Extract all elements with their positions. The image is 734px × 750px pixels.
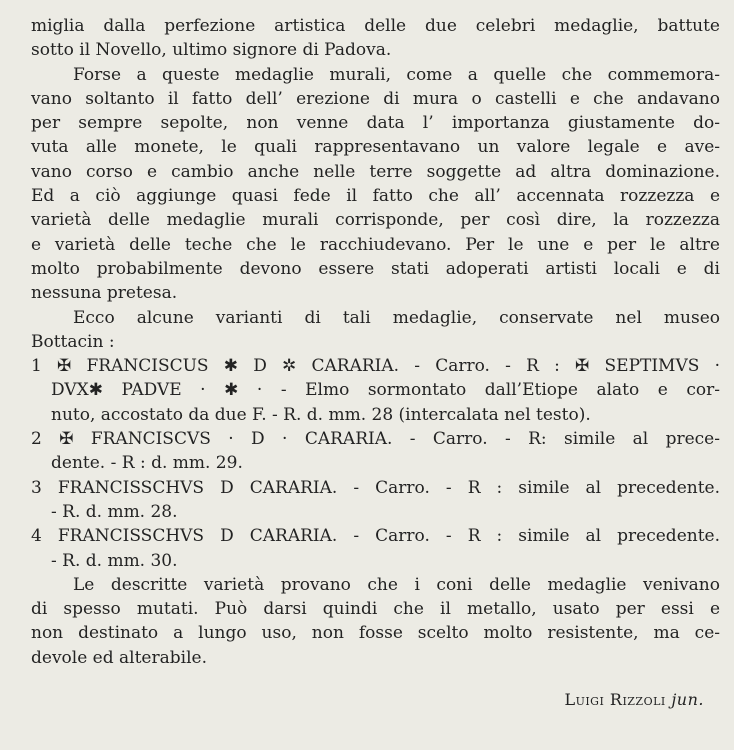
text-line: vano corso e cambio anche nelle terre soggette ad altra dominazione. <box>31 161 720 182</box>
text-line: e varietà delle teche che le racchiudevano. Per le une e per le altre <box>31 234 720 255</box>
author-suffix: jun. <box>671 690 704 709</box>
text-line: nessuna pretesa. <box>31 283 178 304</box>
author-name: Luigi Rizzoli <box>564 690 666 709</box>
closing-paragraph <box>31 573 720 670</box>
author-signature <box>564 690 704 709</box>
entry-line: - R. d. mm. 28. <box>51 501 178 522</box>
text-line: molto probabilmente devono essere stati adoperati artisti locali e di <box>31 258 720 279</box>
text-line: di spesso mutati. Può darsi quindi che il metallo, usato per essi e <box>31 599 720 620</box>
text-line: Forse a queste medaglie murali, come a quelle che commemora- <box>73 64 720 85</box>
entry-line: 3 FRANCISSCHVS D CARARIA. - Carro. - R : simile al precedente. <box>31 477 720 498</box>
text-line: vano soltanto il fatto dell’ erezione di mura o castelli e che andavano <box>31 88 720 109</box>
text-line: miglia dalla perfezione artistica delle due celebri medaglie, battute <box>31 16 720 36</box>
entry-line: 2 ✠ FRANCISCVS · D · CARARIA. - Carro. - R: simile al prece- <box>31 429 720 450</box>
paragraph-2 <box>31 63 720 306</box>
paragraph-3 <box>31 306 720 355</box>
text-line: devole ed alterabile. <box>31 647 207 668</box>
entry-line: DVX✱ PADVE · ✱ · - Elmo sormontato dall’Etiope alato e cor- <box>51 380 720 401</box>
text-line: Le descritte varietà provano che i coni delle medaglie venivano <box>73 574 720 595</box>
entry-line: - R. d. mm. 30. <box>51 550 178 571</box>
text-line: sotto il Novello, ultimo signore di Padova. <box>31 40 392 61</box>
entry-line: 1 ✠ FRANCISCUS ✱ D ✲ CARARIA. - Carro. - R : ✠ SEPTIMVS · <box>31 356 720 377</box>
text-line: non destinato a lungo uso, non fosse scelto molto resistente, ma ce- <box>31 623 720 644</box>
text-line: Ecco alcune varianti di tali medaglie, conservate nel museo <box>73 307 720 328</box>
text-line: Bottacin : <box>31 331 115 352</box>
text-line: varietà delle medaglie murali corrisponde, per così dire, la rozzezza <box>31 210 720 231</box>
text-line: vuta alle monete, le quali rappresentavano un valore legale e ave- <box>31 137 720 158</box>
catalog-entry-3 <box>31 476 720 525</box>
catalog-entry-1 <box>31 354 720 427</box>
entry-line: dente. - R : d. mm. 29. <box>51 453 243 474</box>
entry-line: 4 FRANCISSCHVS D CARARIA. - Carro. - R : simile al precedente. <box>31 526 720 547</box>
text-line: per sempre sepolte, non venne data l’ importanza giustamente do- <box>31 113 720 134</box>
catalog-entry-2 <box>31 427 720 476</box>
paragraph-1 <box>31 14 720 63</box>
catalog-entry-4 <box>31 524 720 573</box>
text-line: Ed a ciò aggiunge quasi fede il fatto che all’ accennata rozzezza e <box>31 186 720 207</box>
entry-line: nuto, accostato da due F. - R. d. mm. 28 (intercalata nel testo). <box>51 404 591 425</box>
